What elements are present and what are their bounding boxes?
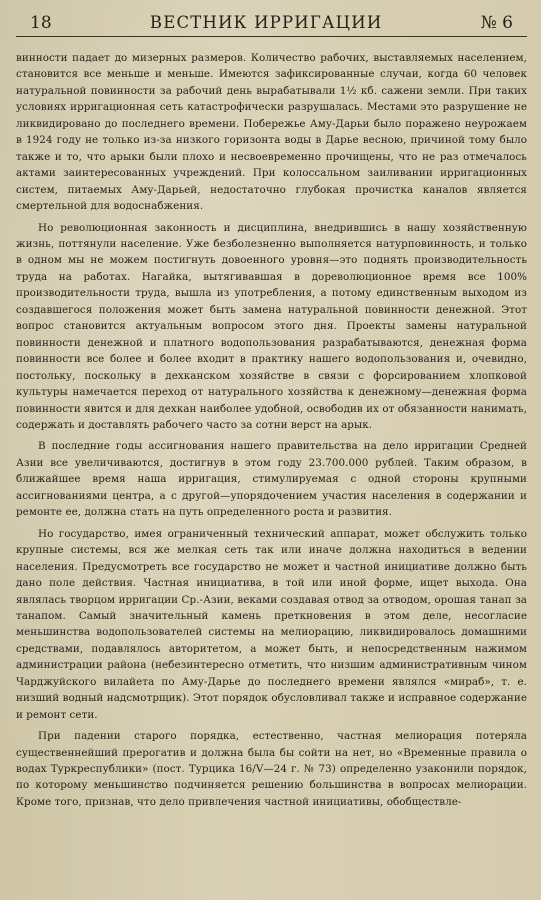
paragraph-5: При падении старого порядка, естественно, частная мелиорация потеряла существеннейший прерогатив и должна была бы сойти на нет, но «Временные правила о водах Туркреспублики» (пост. Турцика 16/V—24 г. № 73) определенно узаконили порядок, по которому меньшинство подчиняется решению большинства в вопросах мелиорации. Кроме того, признав, что дело привлечения частной инициативы, обобществле- xyxy=(16,730,527,808)
issue-number: № 6 xyxy=(480,13,513,33)
paragraph-1: винности падает до мизерных размеров. Количество рабочих, выставляемых населением, становится все меньше и меньше. Имеются зафиксированные случаи, когда 60 человек натуральной повинности за рабочий день вырабатывали 1½ кб. сажени земли. При таких условиях ирригационная сеть катастрофически разрушалась. Местами это разрушение не ликвидировано до последнего времени. Побережье Аму-Дарьи было поражено неурожаем в 1924 году не только из-за низкого горизонта воды в Дарье весною, причиной тому было также и то, что арыки были плохо и несвоевременно прочищены, что не раз отмечалось актами заинтересованных учреждений. При колоссальном заиливании ирригационных систем, питаемых Аму-Дарьей, недостаточно глубокая прочистка каналов является смертельной для водоснабжения. xyxy=(16,52,527,213)
paragraph-2: Но революционная законность и дисциплина, внедрившись в нашу хозяйственную жизнь, поттянули население. Уже безболезненно выполняется натурповинность, и только в одном мы не можем постигнуть довоенного уровня—это поднять производительность труда на работах. Нагайка, вытягивавшая в дореволюционное время все 100% производительности труда, вышла из употребления, а потому единственным выходом из создавшегося положения может быть замена натуральной повинности денежной. Этот вопрос становится актуальным вопросом этого дня. Проекты замены натуральной повинности денежной и платного водопользования разрабатываются, денежная форма повинности все более и более входит в практику нашего водопользования и, очевидно, постольку, поскольку в дехканском хозяйстве в связи с форсированием хлопковой культуры намечается переход от натурального хозяйства к денежному—денежная форма повинности явится и для дехкан наиболее удобной, освободив их от обязанности нанимать, содержать и доставлять рабочего часто за сотни верст на арык. xyxy=(16,221,527,431)
paragraph-3: В последние годы ассигнования нашего правительства на дело ирригации Средней Азии все увеличиваются, достигнув в этом году 23.700.000 рублей. Таким образом, в ближайшее время наша ирригация, стимулируемая с одной стороны крупными ассигнованиями центра, а с другой—упорядочением участия населения в содержании и ремонте ее, должна стать на путь определенного роста и развития. xyxy=(16,440,527,519)
page-number: 18 xyxy=(30,13,52,33)
journal-title: ВЕСТНИК ИРРИГАЦИИ xyxy=(149,13,383,32)
running-header xyxy=(16,0,527,37)
paragraph-4: Но государство, имея ограниченный технический аппарат, может обслужить только крупные системы, вся же мелкая сеть так или иначе должна находиться в ведении населения. Предусмотреть все государство не может и частной инициативе должно быть дано поле действия. Частная инициатива, в той или иной форме, ищет выхода. Она являлась творцом ирригации Ср.-Азии, веками создавая отвод за отводом, орошая танап за танапом. Самый значительный камень преткновения в этом деле, несогласие меньшинства водопользователей системы на мелиорацию, ликвидировалось домашними средствами, подавлялось авторитетом, а может быть, и непосредственным нажимом администрации района (небезинтересно отметить, что низшим административным чином Чарджуйского вилайета по Аму-Дарье до последнего времени являлся «мираб», т. е. низший водный надсмотрщик). Этот порядок обусловливал также и исправное содержание и ремонт сети. xyxy=(16,527,527,721)
article-body xyxy=(16,50,527,810)
